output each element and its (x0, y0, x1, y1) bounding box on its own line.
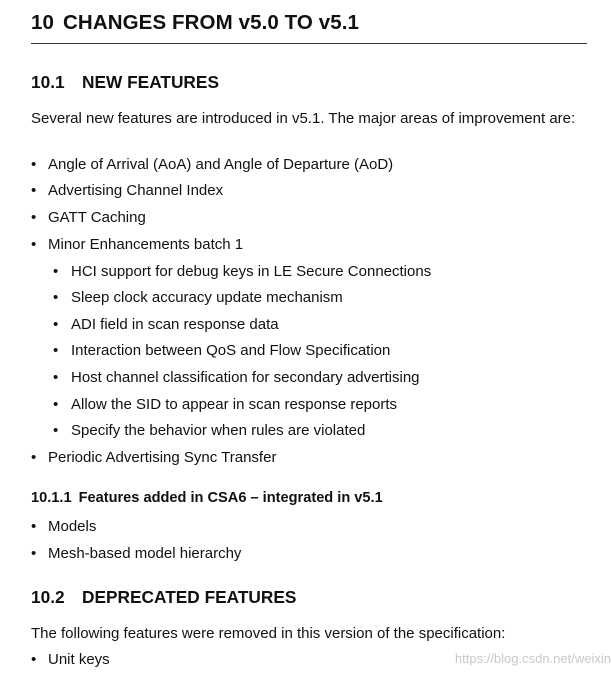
list-item-text: Periodic Advertising Sync Transfer (48, 449, 277, 466)
heading-rule (31, 43, 587, 44)
sub-list-item-text: Specify the behavior when rules are violated (71, 422, 366, 439)
section-10-1-intro: Several new features are introduced in v5.1. The major areas of improvement are: (31, 110, 576, 127)
watermark: https://blog.csdn.net/weixin (454, 651, 611, 666)
section-10-1-1-heading (31, 490, 383, 506)
bullet: • (31, 651, 37, 668)
bullet: • (31, 182, 37, 199)
section-10-2-heading (31, 587, 296, 608)
sub-list-item-text: HCI support for debug keys in LE Secure Connections (71, 263, 432, 280)
list-item-text: Models (48, 518, 97, 535)
bullet: • (53, 316, 59, 333)
bullet: • (31, 518, 37, 535)
bullet: • (31, 545, 37, 562)
bullet: • (53, 342, 59, 359)
section-10-1-number: 10.1 (31, 72, 65, 92)
bullet: • (31, 156, 37, 173)
bullet: • (53, 289, 59, 306)
section-10-2-intro: The following features were removed in this version of the specification: (31, 625, 506, 642)
section-10-1-1-number: 10.1.1 (31, 490, 72, 506)
list-item-text: Angle of Arrival (AoA) and Angle of Departure (AoD) (48, 156, 394, 173)
list-item-text: Mesh-based model hierarchy (48, 545, 242, 562)
bullet: • (31, 236, 37, 253)
section-10-2-title: DEPRECATED FEATURES (82, 587, 297, 607)
list-item-text: GATT Caching (48, 209, 146, 226)
sub-list-item-text: ADI field in scan response data (71, 316, 279, 333)
bullet: • (53, 263, 59, 280)
list-item-text: Minor Enhancements batch 1 (48, 236, 244, 253)
bullet: • (31, 449, 37, 466)
section-10-title: CHANGES FROM v5.0 TO v5.1 (63, 11, 360, 34)
sub-list-item-text: Interaction between QoS and Flow Specification (71, 342, 391, 359)
bullet: • (53, 422, 59, 439)
section-10-1-heading (31, 72, 219, 93)
section-10-number: 10 (31, 11, 55, 34)
section-10-2-number: 10.2 (31, 587, 65, 607)
sub-list-item-text: Sleep clock accuracy update mechanism (71, 289, 343, 306)
section-10-1-1-title: Features added in CSA6 – integrated in v5.1 (78, 490, 383, 506)
sub-list-item-text: Allow the SID to appear in scan response reports (71, 396, 398, 413)
bullet: • (31, 209, 37, 226)
bullet: • (53, 396, 59, 413)
list-item-text: Advertising Channel Index (48, 182, 224, 199)
bullet: • (53, 369, 59, 386)
section-10-heading (31, 11, 359, 35)
list-item-text: Unit keys (48, 651, 110, 668)
sub-list-item-text: Host channel classification for secondary advertising (71, 369, 420, 386)
section-10-1-title: NEW FEATURES (82, 72, 219, 92)
